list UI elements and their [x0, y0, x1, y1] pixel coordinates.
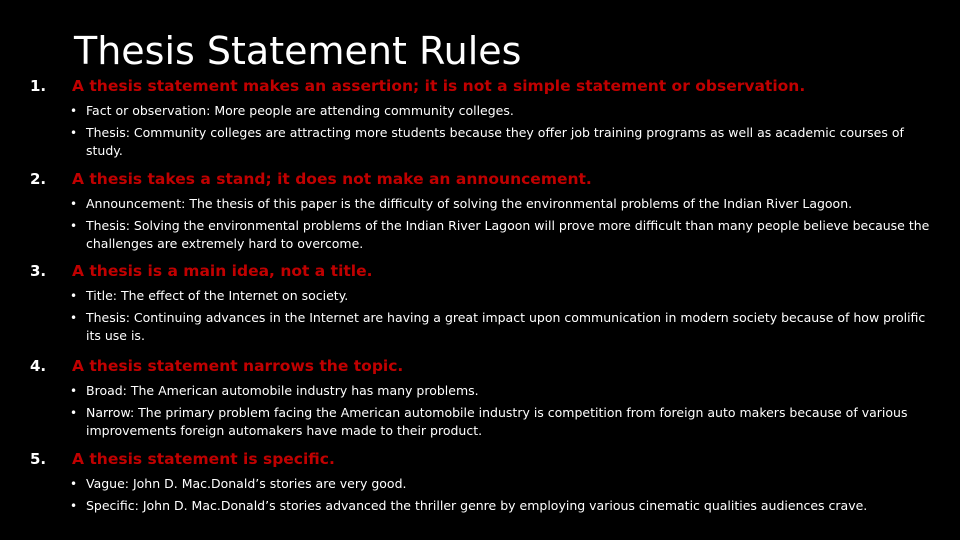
rule-number: 1. — [30, 77, 47, 95]
bullet-icon: • — [70, 406, 78, 420]
bullet-icon: • — [70, 104, 78, 118]
rule-heading: A thesis statement makes an assertion; it is not a simple statement or observation. — [72, 77, 806, 95]
bullet-item — [30, 195, 940, 213]
bullet-icon: • — [70, 219, 78, 233]
rule-number: 2. — [30, 170, 47, 188]
bullet-list — [30, 475, 940, 515]
rule-2 — [30, 170, 940, 257]
bullet-text: Broad: The American automobile industry has many problems. — [86, 383, 479, 398]
bullet-icon: • — [70, 477, 78, 491]
bullet-item — [30, 497, 940, 515]
bullet-item — [30, 404, 940, 440]
rule-number: 5. — [30, 450, 47, 468]
bullet-item — [30, 287, 940, 305]
bullet-icon: • — [70, 384, 78, 398]
bullet-item — [30, 102, 940, 120]
rule-3 — [30, 262, 940, 349]
rule-heading: A thesis statement is specific. — [72, 450, 335, 468]
bullet-text: Thesis: Community colleges are attracting more students because they offer job training programs as well as academic courses of study. — [86, 125, 904, 158]
bullet-text: Narrow: The primary problem facing the American automobile industry is competition from foreign auto makers because of various improvements foreign automakers have made to their product. — [86, 405, 908, 438]
bullet-icon: • — [70, 126, 78, 140]
rule-number: 4. — [30, 357, 47, 375]
bullet-icon: • — [70, 197, 78, 211]
bullet-item — [30, 309, 940, 345]
bullet-icon: • — [70, 311, 78, 325]
slide-title: Thesis Statement Rules — [74, 29, 522, 73]
bullet-list — [30, 382, 940, 440]
rule-number: 3. — [30, 262, 47, 280]
rule-5 — [30, 450, 940, 519]
bullet-item — [30, 217, 940, 253]
bullet-text: Fact or observation: More people are attending community colleges. — [86, 103, 514, 118]
bullet-text: Vague: John D. Mac.Donald’s stories are very good. — [86, 476, 407, 491]
bullet-text: Announcement: The thesis of this paper is the difficulty of solving the environmental problems of the Indian River Lagoon. — [86, 196, 853, 211]
rule-heading: A thesis statement narrows the topic. — [72, 357, 404, 375]
bullet-item — [30, 475, 940, 493]
bullet-item — [30, 382, 940, 400]
bullet-icon: • — [70, 289, 78, 303]
bullet-list — [30, 102, 940, 160]
bullet-text: Title: The effect of the Internet on society. — [86, 288, 349, 303]
bullet-text: Thesis: Solving the environmental problems of the Indian River Lagoon will prove more difficult than many people believe because the challenges are extremely hard to overcome. — [86, 218, 930, 251]
bullet-item — [30, 124, 940, 160]
rule-1 — [30, 77, 940, 164]
bullet-list — [30, 287, 940, 345]
bullet-text: Thesis: Continuing advances in the Internet are having a great impact upon communication in modern society because of how prolific its use is. — [86, 310, 926, 343]
rule-4 — [30, 357, 940, 444]
bullet-text: Specific: John D. Mac.Donald’s stories advanced the thriller genre by employing various cinematic qualities audiences crave. — [86, 498, 868, 513]
rule-heading: A thesis is a main idea, not a title. — [72, 262, 373, 280]
bullet-icon: • — [70, 499, 78, 513]
bullet-list — [30, 195, 940, 253]
rule-heading: A thesis takes a stand; it does not make an announcement. — [72, 170, 592, 188]
